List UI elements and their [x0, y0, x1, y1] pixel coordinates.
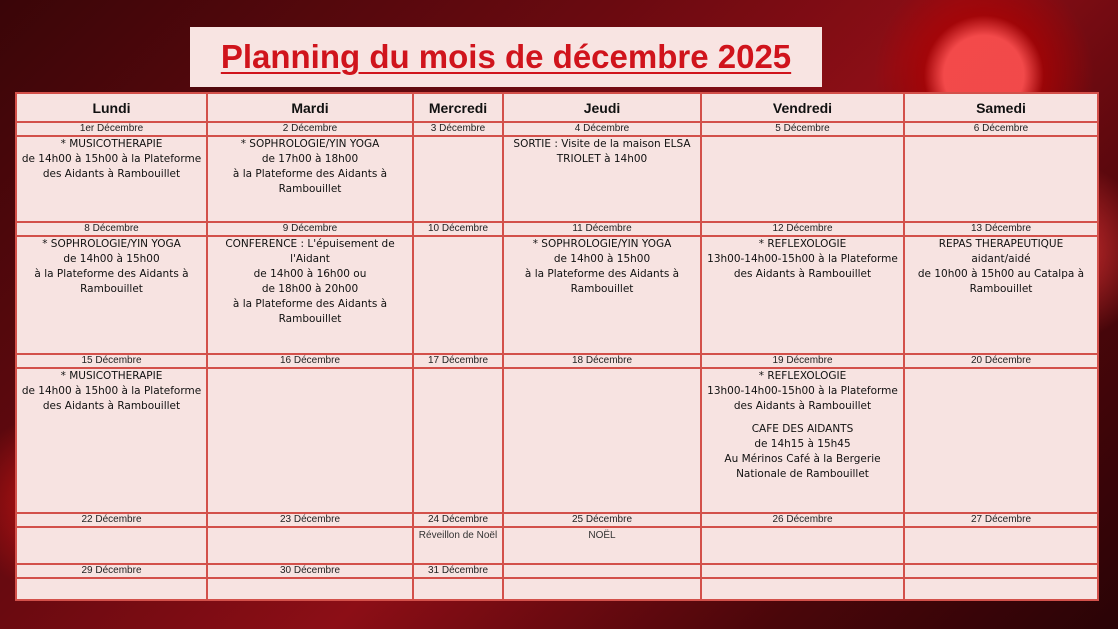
weekday-header: Jeudi: [503, 93, 701, 122]
date-row: [16, 354, 1098, 368]
event-cell: [207, 368, 413, 513]
event-cell: [701, 136, 904, 222]
event-cell: [16, 136, 207, 222]
event-text: * SOPHROLOGIE/YIN YOGA de 14h00 à 15h00 à la Plateforme des Aidants à Rambouillet: [34, 238, 189, 295]
event-cell: [904, 368, 1098, 513]
date-cell: 26 Décembre: [701, 513, 904, 527]
date-cell: 13 Décembre: [904, 222, 1098, 236]
date-cell: 16 Décembre: [207, 354, 413, 368]
date-cell: 10 Décembre: [413, 222, 503, 236]
event-row: [16, 236, 1098, 354]
date-cell: 9 Décembre: [207, 222, 413, 236]
date-cell: 29 Décembre: [16, 564, 207, 578]
date-cell: [503, 564, 701, 578]
event-cell: [503, 527, 701, 564]
weekday-header: Mardi: [207, 93, 413, 122]
event-text: * REFLEXOLOGIE 13h00-14h00-15h00 à la Plateforme des Aidants à Rambouillet: [707, 238, 898, 280]
event-cell: [701, 368, 904, 513]
event-text: CAFE DES AIDANTS de 14h15 à 15h45 Au Mérinos Café à la Bergerie Nationale de Rambouillet: [724, 423, 881, 480]
date-cell: 18 Décembre: [503, 354, 701, 368]
event-cell: [503, 236, 701, 354]
event-row: [16, 527, 1098, 564]
event-text: * SOPHROLOGIE/YIN YOGA de 14h00 à 15h00 à la Plateforme des Aidants à Rambouillet: [524, 238, 680, 295]
date-cell: 20 Décembre: [904, 354, 1098, 368]
weekday-header: Lundi: [16, 93, 207, 122]
date-cell: [904, 564, 1098, 578]
event-row: [16, 578, 1098, 600]
date-cell: 5 Décembre: [701, 122, 904, 136]
event-cell: [701, 578, 904, 600]
event-cell: [413, 368, 503, 513]
calendar-table: [15, 92, 1099, 601]
event-text: CONFERENCE : L'épuisement de l'Aidant de 14h00 à 16h00 ou de 18h00 à 20h00 à la Plateforme des Aidants à Rambouillet: [225, 238, 395, 325]
date-cell: [701, 564, 904, 578]
event-text: SORTIE : Visite de la maison ELSA TRIOLET à 14h00: [513, 138, 691, 165]
weekday-header: Vendredi: [701, 93, 904, 122]
event-cell: [904, 527, 1098, 564]
event-text: * REFLEXOLOGIE 13h00-14h00-15h00 à la Plateforme des Aidants à Rambouillet: [707, 370, 898, 412]
weekday-header: Mercredi: [413, 93, 503, 122]
date-cell: 27 Décembre: [904, 513, 1098, 527]
weekday-header: Samedi: [904, 93, 1098, 122]
date-cell: 31 Décembre: [413, 564, 503, 578]
event-cell: [904, 236, 1098, 354]
event-row: [16, 368, 1098, 513]
date-cell: 3 Décembre: [413, 122, 503, 136]
event-text: NOËL: [588, 530, 616, 541]
event-cell: [904, 578, 1098, 600]
title-box: [190, 27, 822, 87]
event-cell: [503, 136, 701, 222]
date-cell: 8 Décembre: [16, 222, 207, 236]
date-row: [16, 564, 1098, 578]
date-cell: 22 Décembre: [16, 513, 207, 527]
date-cell: 15 Décembre: [16, 354, 207, 368]
event-cell: [207, 527, 413, 564]
event-cell: [207, 578, 413, 600]
date-cell: 11 Décembre: [503, 222, 701, 236]
date-cell: 24 Décembre: [413, 513, 503, 527]
event-text: * SOPHROLOGIE/YIN YOGA de 17h00 à 18h00 à la Plateforme des Aidants à Rambouillet: [232, 138, 388, 195]
date-cell: 2 Décembre: [207, 122, 413, 136]
event-cell: [16, 527, 207, 564]
date-cell: 4 Décembre: [503, 122, 701, 136]
event-cell: [16, 578, 207, 600]
date-cell: 23 Décembre: [207, 513, 413, 527]
event-cell: [413, 136, 503, 222]
page-title: Planning du mois de décembre 2025: [220, 38, 792, 75]
event-cell: [904, 136, 1098, 222]
event-cell: [503, 368, 701, 513]
date-row: [16, 122, 1098, 136]
event-cell: [207, 236, 413, 354]
event-cell: [701, 236, 904, 354]
date-cell: 6 Décembre: [904, 122, 1098, 136]
event-cell: [503, 578, 701, 600]
event-cell: [413, 527, 503, 564]
event-cell: [701, 527, 904, 564]
date-cell: 12 Décembre: [701, 222, 904, 236]
date-cell: 25 Décembre: [503, 513, 701, 527]
date-cell: 1er Décembre: [16, 122, 207, 136]
date-cell: 17 Décembre: [413, 354, 503, 368]
event-cell: [413, 578, 503, 600]
event-text: REPAS THERAPEUTIQUE aidant/aidé de 10h00 à 15h00 au Catalpa à Rambouillet: [917, 238, 1085, 295]
date-cell: 19 Décembre: [701, 354, 904, 368]
event-cell: [413, 236, 503, 354]
event-cell: [207, 136, 413, 222]
event-text: * MUSICOTHERAPIE de 14h00 à 15h00 à la Plateforme des Aidants à Rambouillet: [21, 138, 202, 180]
date-row: [16, 513, 1098, 527]
event-row: [16, 136, 1098, 222]
event-cell: [16, 236, 207, 354]
event-cell: [16, 368, 207, 513]
event-text: Réveillon de Noël: [418, 530, 498, 541]
event-text: * MUSICOTHERAPIE de 14h00 à 15h00 à la Plateforme des Aidants à Rambouillet: [21, 370, 202, 412]
weekday-header-row: [16, 93, 1098, 122]
date-row: [16, 222, 1098, 236]
date-cell: 30 Décembre: [207, 564, 413, 578]
